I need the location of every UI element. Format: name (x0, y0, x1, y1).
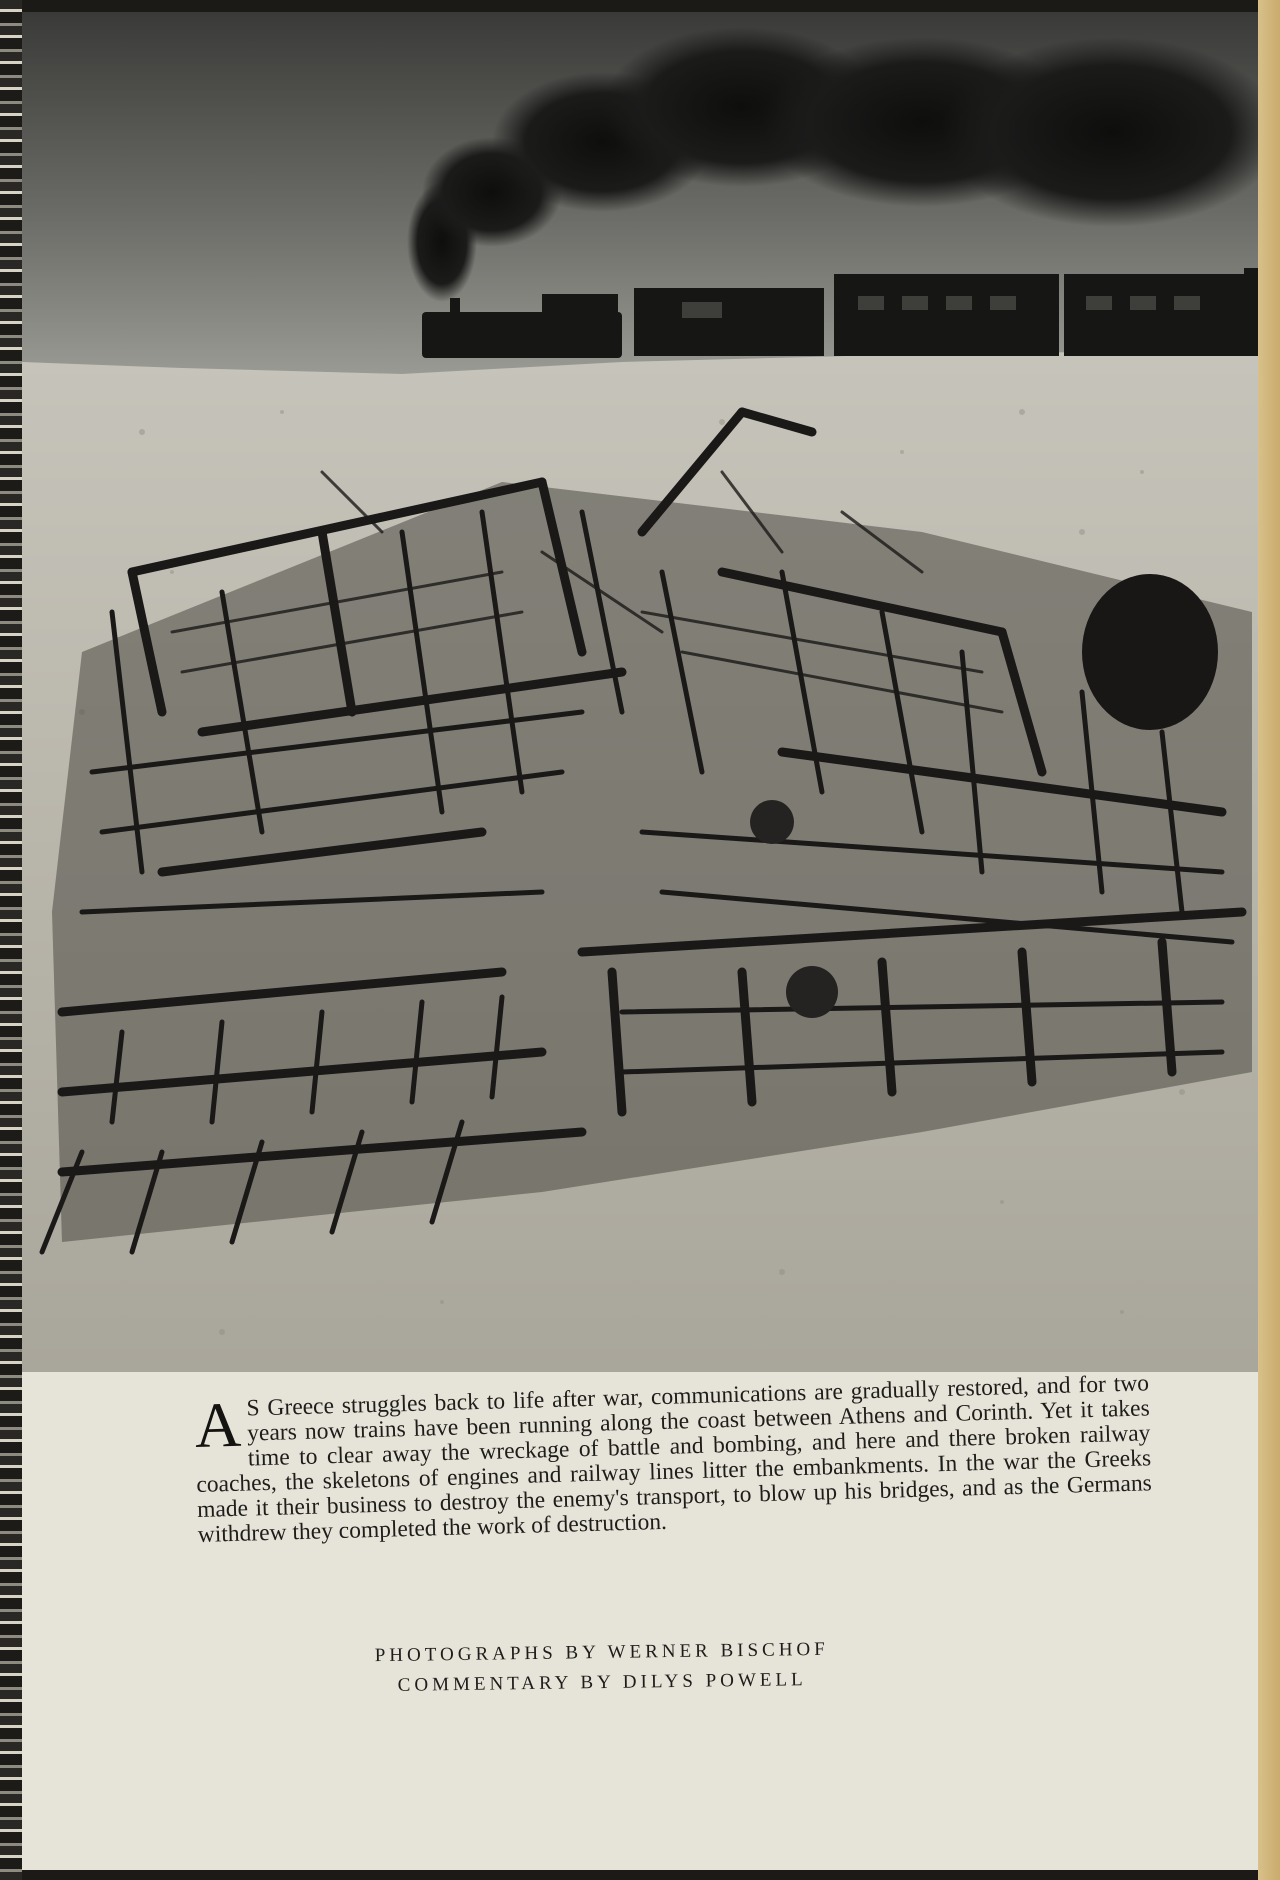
train-wreckage-photograph (22, 12, 1258, 1372)
page-binding-edge (0, 0, 22, 1880)
photographs-credit: PHOTOGRAPHS BY WERNER BISCHOF (374, 1638, 829, 1667)
page-right-edge (1258, 0, 1280, 1880)
article-body-text: S Greece struggles back to life after war, communications are gradually restored, and for two years now trains have been running along the coast between Athens and Corinth. Yet it takes time to clear away the wreckage of battle and bombing, and here and there broken railway coaches, the skeletons of engines and railway lines litter the embankments. In the war the Greeks made it their business to destroy the enemy's transport, to blow up his bridges, and as the Germans withdrew they completed the work of destruction. (196, 1370, 1153, 1548)
locomotive-smokebox-wreck (1082, 574, 1218, 730)
drop-cap-letter: A (193, 1388, 242, 1461)
caption-panel (22, 1372, 1258, 1858)
commentary-credit: COMMENTARY BY DILYS POWELL (397, 1669, 807, 1696)
article-commentary (194, 1371, 1153, 1548)
credits-block (222, 1633, 983, 1704)
